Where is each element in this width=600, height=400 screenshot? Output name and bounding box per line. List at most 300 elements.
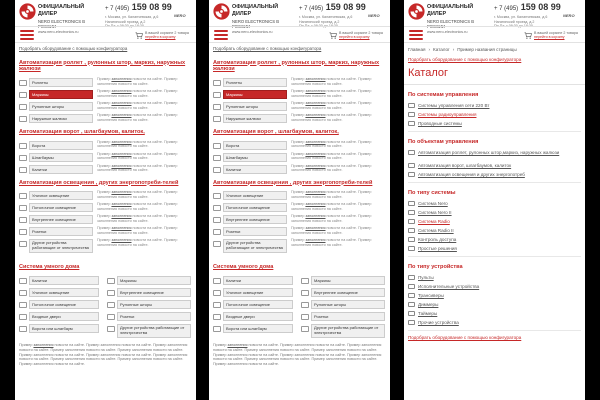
nav-bar — [15, 26, 196, 43]
phone-number[interactable]: + 7 (495) 159 08 99 — [494, 2, 561, 12]
category-icon — [19, 193, 27, 199]
cart-count-text: В вашей корзине 2 товара — [339, 31, 383, 35]
cart-icon[interactable] — [135, 32, 143, 39]
description-link[interactable]: заполнения — [111, 202, 132, 207]
divider — [408, 131, 581, 132]
category-button[interactable]: Ворота — [223, 141, 287, 150]
category-icon — [19, 116, 27, 122]
brand-url[interactable]: www.nero-electronics.ru — [38, 30, 79, 34]
smart-item-button[interactable]: Входные двери — [29, 312, 99, 321]
description-link[interactable]: заполнения — [305, 112, 326, 117]
smart-home-item — [301, 299, 387, 310]
catalog-item-icon — [408, 112, 415, 117]
row-description: Пример заполнения новости на сайте. Пример заполнения новости на сайте. — [97, 76, 178, 86]
row-description: Пример заполнения новости на сайте. Пример заполнения новости на сайте. — [291, 88, 372, 98]
breadcrumb-item[interactable]: Каталог — [433, 47, 450, 52]
smart-home-item — [213, 287, 299, 298]
catalog-item-link[interactable]: Система Radio II — [418, 228, 454, 234]
row-description: Пример заполнения новости на сайте. Пример заполнения новости на сайте. — [291, 238, 372, 247]
catalog-item[interactable] — [408, 301, 581, 309]
smart-item-icon — [213, 278, 221, 284]
row-description: Пример заполнения новости на сайте. Пример заполнения новости на сайте. — [291, 202, 372, 211]
smart-item-button[interactable]: Маркизы — [311, 276, 385, 285]
smart-item-icon — [301, 314, 309, 320]
smart-home-item — [107, 311, 193, 322]
description-link[interactable]: заполнения — [111, 214, 132, 219]
catalog-item-icon — [408, 121, 415, 126]
category-row — [19, 89, 192, 100]
smart-item-button[interactable]: Розетки — [117, 312, 191, 321]
description-link[interactable]: заполнения — [111, 76, 132, 81]
configurator-link[interactable]: Подобрать оборудование с помощью конфигуратора — [19, 46, 128, 51]
description-link[interactable]: заполнения — [111, 190, 132, 195]
catalog-item-link[interactable]: Системы управления сети 220 Вт — [418, 103, 490, 109]
smart-home-item — [301, 275, 387, 286]
category-button[interactable]: Рулонные шторы — [29, 102, 93, 111]
category-icon — [213, 155, 221, 161]
brand-subtitle: NERO ELECTRONICS В РОССИИ — [232, 18, 280, 29]
breadcrumb-item[interactable]: Пример названия страницы — [457, 47, 517, 52]
category-icon — [19, 104, 27, 110]
category-row — [19, 238, 192, 254]
catalog-item-icon — [408, 293, 415, 298]
category-icon — [213, 205, 221, 211]
catalog-item-icon — [408, 201, 415, 206]
description-link[interactable]: заполнения — [111, 112, 132, 117]
working-hours: Пн-Пт: с 09:30 до 18:30 — [494, 24, 533, 29]
section-title[interactable]: Автоматизация роллет , рулонных штор, маркиз, наружных жалюзи — [19, 59, 186, 73]
category-button[interactable]: Другие устройства работающие от электричества — [29, 239, 93, 253]
catalog-item[interactable] — [408, 292, 581, 300]
smart-home-item — [19, 323, 105, 334]
row-description: Пример заполнения новости на сайте. Пример заполнения новости на сайте. — [97, 151, 178, 161]
smart-home-item — [213, 311, 299, 322]
hamburger-menu-icon[interactable] — [409, 30, 423, 40]
smart-item-button[interactable]: Розетки — [311, 312, 385, 321]
brand-title: ОФИЦИАЛЬНЫЙ ДИЛЕР — [427, 4, 474, 17]
catalog-item[interactable] — [408, 162, 581, 170]
description-link[interactable]: заполнения — [305, 76, 326, 81]
smart-home-item — [107, 275, 193, 286]
row-description: Пример заполнения новости на сайте. Пример заполнения новости на сайте. — [291, 163, 372, 173]
catalog-item-icon — [408, 228, 415, 233]
catalog-item-link[interactable]: Пульты — [418, 275, 434, 281]
working-hours: Пн-Пт: с 09:30 до 18:30 — [105, 24, 144, 29]
smart-home-item — [19, 299, 105, 310]
catalog-item[interactable] — [408, 218, 581, 226]
description-link[interactable]: заполнения — [305, 226, 326, 231]
smart-item-button[interactable]: Входные двери — [223, 312, 293, 321]
smart-item-button[interactable]: Рулонные шторы — [311, 300, 385, 309]
category-button[interactable]: Розетки — [29, 227, 93, 236]
smart-item-icon — [301, 278, 309, 284]
phone-number[interactable]: + 7 (495) 159 08 99 — [105, 2, 172, 12]
category-row — [213, 164, 386, 175]
category-row — [19, 101, 192, 112]
breadcrumb — [404, 43, 585, 56]
category-icon — [19, 205, 27, 211]
smart-item-icon — [213, 314, 221, 320]
smart-item-icon — [301, 302, 309, 308]
page-title: Каталог — [404, 65, 585, 85]
divider — [408, 330, 581, 331]
catalog-group-title: По системам управления — [408, 92, 479, 99]
category-icon — [213, 167, 221, 173]
catalog-item-icon — [408, 219, 415, 224]
catalog-item[interactable] — [408, 149, 581, 161]
category-button[interactable]: Маркизы — [223, 90, 287, 99]
row-description: Пример заполнения новости на сайте. Пример заполнения новости на сайте. — [291, 190, 372, 199]
category-button[interactable]: Роллеты — [223, 78, 287, 87]
row-description: Пример заполнения новости на сайте. Пример заполнения новости на сайте. — [97, 190, 178, 199]
catalog-item-icon — [408, 311, 415, 316]
category-row — [213, 77, 386, 88]
smart-home-item — [19, 275, 105, 286]
brand-subtitle: NERO ELECTRONICS В РОССИИ — [427, 18, 475, 29]
catalog-item-icon — [408, 210, 415, 215]
category-button[interactable]: Внутреннее освещение — [223, 215, 287, 224]
category-icon — [213, 229, 221, 235]
category-row — [213, 89, 386, 100]
smart-item-icon — [213, 302, 221, 308]
brand-url[interactable]: www.nero-electronics.ru — [232, 30, 273, 34]
row-description: Пример заполнения новости на сайте. Пример заполнения новости на сайте. — [97, 100, 178, 110]
nero-logo-icon[interactable] — [408, 3, 425, 20]
catalog-item[interactable] — [408, 200, 581, 208]
description-link[interactable]: заполнения — [111, 100, 132, 105]
smart-item-button[interactable]: Потолочное освещение — [223, 300, 293, 309]
smart-home-item — [19, 311, 105, 322]
smart-item-button[interactable]: Уличное освещение — [223, 288, 293, 297]
description-link[interactable]: заполнения — [111, 151, 132, 156]
smart-home-title[interactable]: Система умного дома — [213, 264, 274, 271]
catalog-item-link[interactable]: Системы радиоуправления — [418, 112, 477, 118]
category-row — [19, 140, 192, 151]
catalog-item-link[interactable]: Система Radio — [418, 219, 450, 225]
nero-logo-icon[interactable] — [213, 3, 230, 20]
smart-home-item — [301, 323, 387, 334]
smart-home-item — [107, 323, 193, 334]
brand-title: ОФИЦИАЛЬНЫЙ ДИЛЕР — [232, 4, 279, 17]
address-line-1: г. Москва, ул. Каланчевская, д.6 — [494, 14, 548, 19]
section-title[interactable]: Автоматизация роллет , рулонных штор, маркиз, наружных жалюзи — [213, 59, 380, 73]
nero-logo-icon[interactable] — [19, 3, 36, 20]
category-row — [213, 152, 386, 163]
row-description: Пример заполнения новости на сайте. Пример заполнения новости на сайте. — [291, 76, 372, 86]
address-line-2: Нагатинский проезд, д.2 — [494, 19, 535, 24]
description-link[interactable]: заполнения — [305, 190, 326, 195]
catalog-item-link[interactable]: Исполнительные устройства — [418, 284, 480, 290]
category-button[interactable]: Уличное освещение — [223, 191, 287, 200]
smart-item-icon — [213, 290, 221, 296]
category-row — [19, 190, 192, 201]
category-button[interactable]: Уличное освещение — [29, 191, 93, 200]
smart-item-icon — [107, 326, 115, 332]
smart-item-icon — [19, 290, 27, 296]
screen-landing-1 — [15, 0, 196, 400]
smart-item-button[interactable]: Калитки — [223, 276, 293, 285]
row-description: Пример заполнения новости на сайте. Пример заполнения новости на сайте. — [97, 139, 178, 149]
catalog-item-link[interactable]: Таймеры — [418, 311, 438, 317]
row-description: Пример заполнения новости на сайте. Пример заполнения новости на сайте. — [97, 226, 178, 235]
catalog-item[interactable] — [408, 236, 581, 244]
catalog-item[interactable] — [408, 102, 581, 110]
description-link[interactable]: заполнения — [111, 163, 132, 168]
screen-catalog — [404, 0, 585, 400]
category-button[interactable]: Потолочное освещение — [29, 203, 93, 212]
catalog-item-icon — [408, 150, 415, 155]
smart-item-icon — [107, 314, 115, 320]
configurator-link[interactable]: Подобрать оборудование с помощью конфигуратора — [408, 56, 522, 62]
category-row — [19, 226, 192, 237]
cart-icon[interactable] — [329, 32, 337, 39]
catalog-item-link[interactable]: Автоматизация роллет, рулонных штор,маркиз, наружных жалюзи — [418, 150, 560, 156]
phone-number[interactable]: + 7 (495) 159 08 99 — [299, 2, 366, 12]
catalog-item-icon — [408, 302, 415, 307]
description-link[interactable]: заполнения — [305, 238, 326, 243]
catalog-item-link[interactable]: Автоматизация ворот, шлагбаумов, калиток — [418, 163, 512, 169]
category-row — [213, 113, 386, 124]
catalog-group-title: По объектам управления — [408, 139, 479, 146]
smart-item-icon — [107, 302, 115, 308]
catalog-item-icon — [408, 284, 415, 289]
category-button[interactable]: Маркизы — [29, 90, 93, 99]
section-title[interactable]: Автоматизация ворот , шлагбаумов, калиток, — [213, 128, 339, 135]
nero-badge: NERO — [174, 13, 186, 18]
catalog-item-link[interactable]: Автоматизация освещения и других энергопотреб — [418, 172, 525, 178]
catalog-item[interactable] — [408, 209, 581, 217]
address-line-2: Нагатинский проезд, д.2 — [299, 19, 340, 24]
category-icon — [213, 143, 221, 149]
smart-home-item — [19, 287, 105, 298]
smart-item-icon — [107, 278, 115, 284]
smart-item-button[interactable]: Уличное освещение — [29, 288, 99, 297]
description-link[interactable]: заполнения — [305, 151, 326, 156]
smart-item-button[interactable]: Внутреннее освещение — [311, 288, 385, 297]
catalog-item[interactable] — [408, 310, 581, 318]
catalog-item-icon — [408, 163, 415, 168]
catalog-group-title: По типу устройства — [408, 264, 463, 271]
catalog-item-link[interactable]: Система Nero II — [418, 210, 452, 216]
catalog-item[interactable] — [408, 283, 581, 291]
smart-item-icon — [19, 326, 27, 332]
category-button[interactable]: Роллеты — [29, 78, 93, 87]
category-button[interactable]: Розетки — [223, 227, 287, 236]
catalog-item-link[interactable]: Трансиверы — [418, 293, 444, 299]
catalog-item-link[interactable]: Диммеры — [418, 302, 439, 308]
category-row — [19, 164, 192, 175]
category-button[interactable]: Ворота — [29, 141, 93, 150]
nero-badge: NERO — [563, 13, 575, 18]
category-icon — [19, 167, 27, 173]
brand-subtitle: NERO ELECTRONICS В РОССИИ — [38, 18, 86, 29]
configurator-link[interactable]: Подобрать оборудование с помощью конфигуратора — [213, 46, 322, 51]
category-button[interactable]: Шлагбаумы — [29, 153, 93, 162]
smart-home-grid — [19, 275, 192, 339]
cart-count-text: В вашей корзине 2 товара — [145, 31, 189, 35]
catalog-item[interactable] — [408, 120, 581, 128]
smart-item-button[interactable]: Другие устройства работающие от электричества — [311, 324, 385, 338]
description-link[interactable]: заполнения — [111, 139, 132, 144]
catalog-item[interactable] — [408, 111, 581, 119]
category-button[interactable]: Внутреннее освещение — [29, 215, 93, 224]
cart-count-text: В вашей корзине 2 товара — [534, 31, 578, 35]
address-line-1: г. Москва, ул. Каланчевская, д.6 — [105, 14, 159, 19]
paragraph-link[interactable]: заполнения — [33, 343, 54, 348]
row-description: Пример заполнения новости на сайте. Пример заполнения новости на сайте. — [97, 214, 178, 223]
catalog-item-link[interactable]: Прочие устройства — [418, 320, 459, 326]
row-description: Пример заполнения новости на сайте. Пример заполнения новости на сайте. — [97, 202, 178, 211]
smart-home-item — [301, 311, 387, 322]
catalog-item[interactable] — [408, 245, 581, 253]
screen-landing-2 — [209, 0, 390, 400]
category-row — [19, 152, 192, 163]
catalog-item-link[interactable]: Система Nero — [418, 201, 448, 207]
catalog-item[interactable] — [408, 227, 581, 235]
catalog-item-link[interactable]: Контроль доступа — [418, 237, 457, 243]
row-description: Пример заполнения новости на сайте. Пример заполнения новости на сайте. — [97, 88, 178, 98]
description-link[interactable]: заполнения — [111, 88, 132, 93]
smart-item-button[interactable]: Внутреннее освещение — [117, 288, 191, 297]
catalog-item-icon — [408, 237, 415, 242]
breadcrumb-separator-icon: › — [452, 47, 455, 52]
category-row — [19, 214, 192, 225]
smart-home-item — [213, 323, 299, 334]
row-description: Пример заполнения новости на сайте. Пример заполнения новости на сайте. — [291, 139, 372, 149]
category-button[interactable]: Рулонные шторы — [223, 102, 287, 111]
description-link[interactable]: заполнения — [305, 139, 326, 144]
smart-item-icon — [19, 302, 27, 308]
article-paragraph: Пример заполнения новости на сайте. Пример заполнения новости на сайте. Пример заполнения новости на сайте. Пример заполнения новости на сайте. Пример заполнения новости на сайте. Пример заполнения новости на сайте. Пример заполнения новости на сайте. Пример заполнения новости на сайте. Пример заполнения новости на сайте. Пример заполнения новости на сайте. Пример заполнения новости на сайте. — [213, 343, 382, 367]
breadcrumb-item[interactable]: Главная — [408, 47, 426, 52]
configurator-link-bottom[interactable]: Подобрать оборудование с помощью конфигуратора — [408, 335, 522, 341]
category-row — [213, 202, 386, 213]
smart-home-item — [107, 287, 193, 298]
catalog-item-link[interactable]: Проводные системы — [418, 121, 462, 127]
cart-icon[interactable] — [524, 32, 532, 39]
row-description: Пример заполнения новости на сайте. Пример заполнения новости на сайте. — [291, 214, 372, 223]
working-hours: Пн-Пт: с 09:30 до 18:30 — [299, 24, 338, 29]
divider — [408, 182, 581, 183]
catalog-item-icon — [408, 246, 415, 251]
catalog-item-icon — [408, 275, 415, 280]
category-icon — [19, 241, 27, 247]
brand-url[interactable]: www.nero-electronics.ru — [427, 30, 468, 34]
smart-item-button[interactable]: Другие устройства работающие от электричества — [117, 324, 191, 338]
section-title[interactable]: Автоматизация освещения , других энергопотреби-телей — [213, 179, 373, 186]
smart-item-icon — [19, 314, 27, 320]
section-title[interactable]: Автоматизация ворот , шлагбаумов, калиток, — [19, 128, 145, 135]
description-link[interactable]: заполнения — [305, 214, 326, 219]
description-link[interactable]: заполнения — [305, 163, 326, 168]
paragraph-link[interactable]: заполнения — [227, 343, 248, 348]
row-description: Пример заполнения новости на сайте. Пример заполнения новости на сайте. — [97, 163, 178, 173]
category-row — [213, 238, 386, 254]
category-button[interactable]: Наружные жалюзи — [29, 114, 93, 123]
catalog-item[interactable] — [408, 171, 581, 179]
category-button[interactable]: Шлагбаумы — [223, 153, 287, 162]
smart-item-button[interactable]: Потолочное освещение — [29, 300, 99, 309]
smart-home-item — [213, 299, 299, 310]
catalog-item[interactable] — [408, 274, 581, 282]
breadcrumb-separator-icon: › — [428, 47, 431, 52]
catalog-item-icon — [408, 103, 415, 108]
category-button[interactable]: Калитки — [223, 165, 287, 174]
address-line-1: г. Москва, ул. Каланчевская, д.6 — [299, 14, 353, 19]
catalog-item-icon — [408, 320, 415, 325]
category-icon — [213, 217, 221, 223]
category-row — [213, 140, 386, 151]
row-description: Пример заполнения новости на сайте. Пример заполнения новости на сайте. — [291, 151, 372, 161]
category-button[interactable]: Потолочное освещение — [223, 203, 287, 212]
description-link[interactable]: заполнения — [111, 238, 132, 243]
category-icon — [213, 116, 221, 122]
smart-item-icon — [19, 278, 27, 284]
smart-item-button[interactable]: Ворота или шлагбаум — [29, 324, 99, 333]
smart-item-button[interactable]: Калитки — [29, 276, 99, 285]
smart-item-button[interactable]: Рулонные шторы — [117, 300, 191, 309]
category-row — [213, 214, 386, 225]
smart-item-button[interactable]: Ворота или шлагбаум — [223, 324, 293, 333]
description-link[interactable]: заполнения — [305, 88, 326, 93]
category-icon — [213, 80, 221, 86]
smart-item-icon — [213, 326, 221, 332]
hamburger-menu-icon[interactable] — [214, 30, 228, 40]
catalog-item-link[interactable]: Простые решения — [418, 246, 457, 252]
cart-link[interactable]: перейти в корзину — [145, 35, 176, 40]
row-description: Пример заполнения новости на сайте. Пример заполнения новости на сайте. — [291, 100, 372, 110]
cart-link[interactable]: перейти в корзину — [339, 35, 370, 40]
smart-home-title[interactable]: Система умного дома — [19, 264, 80, 271]
category-icon — [19, 143, 27, 149]
nero-badge: NERO — [368, 13, 380, 18]
smart-home-item — [213, 275, 299, 286]
smart-item-icon — [301, 290, 309, 296]
category-icon — [213, 193, 221, 199]
category-button[interactable]: Калитки — [29, 165, 93, 174]
category-icon — [213, 104, 221, 110]
description-link[interactable]: заполнения — [305, 100, 326, 105]
category-row — [213, 101, 386, 112]
catalog-item[interactable] — [408, 319, 581, 327]
row-description: Пример заполнения новости на сайте. Пример заполнения новости на сайте. — [97, 238, 178, 247]
category-button[interactable]: Наружные жалюзи — [223, 114, 287, 123]
category-button[interactable]: Другие устройства работающие от электричества — [223, 239, 287, 253]
category-row — [19, 77, 192, 88]
category-row — [19, 113, 192, 124]
description-link[interactable]: заполнения — [111, 226, 132, 231]
description-link[interactable]: заполнения — [305, 202, 326, 207]
section-title[interactable]: Автоматизация освещения , других энергопотреби-телей — [19, 179, 179, 186]
row-description: Пример заполнения новости на сайте. Пример заполнения новости на сайте. — [291, 226, 372, 235]
cart-link[interactable]: перейти в корзину — [534, 35, 565, 40]
smart-item-button[interactable]: Маркизы — [117, 276, 191, 285]
article-paragraph: Пример заполнения новости на сайте. Пример заполнения новости на сайте. Пример заполнения новости на сайте. Пример заполнения новости на сайте. Пример заполнения новости на сайте. Пример заполнения новости на сайте. Пример заполнения новости на сайте. Пример заполнения новости на сайте. Пример заполнения новости на сайте. Пример заполнения новости на сайте. Пример заполнения новости на сайте. — [19, 343, 188, 367]
nav-bar — [209, 26, 390, 43]
category-row — [213, 226, 386, 237]
smart-item-icon — [301, 326, 309, 332]
category-icon — [19, 92, 27, 98]
hamburger-menu-icon[interactable] — [20, 30, 34, 40]
category-row — [213, 190, 386, 201]
category-icon — [213, 241, 221, 247]
catalog-group-title: По типу системы — [408, 190, 456, 197]
category-row — [19, 202, 192, 213]
category-icon — [19, 80, 27, 86]
catalog-item-icon — [408, 172, 415, 177]
row-description: Пример заполнения новости на сайте. Пример заполнения новости на сайте. — [97, 112, 178, 122]
category-icon — [19, 155, 27, 161]
